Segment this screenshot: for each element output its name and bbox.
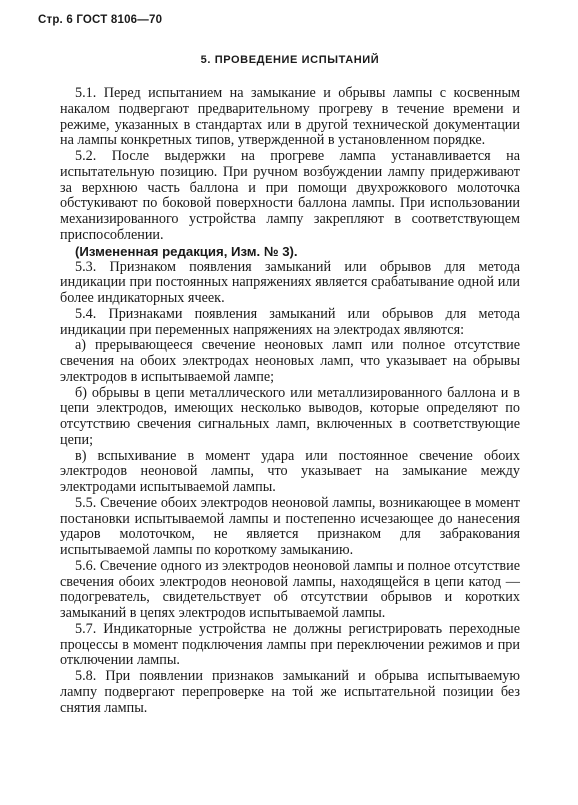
paragraph-5-1: 5.1. Перед испытанием на замыкание и обрывы лампы с косвенным накалом подвергают предварительному прогреву в течение времени и режиме, указанных в стандартах или в другой технической документации на лампы конкретных типов, утвержденной в установленном порядке.: [60, 85, 520, 149]
paragraph-5-5: 5.5. Свечение обоих электродов неоновой лампы, возникающее в момент постановки испытываемой лампы и постепенно исчезающее до нанесения ударов молоточком, не является признаком для забракования испытываемой лампы по короткому замыканию.: [60, 494, 520, 558]
page-header: Стр. 6 ГОСТ 8106—70: [38, 14, 163, 26]
list-item-b: б) обрывы в цепи металлического или металлизированного баллона и в цепи электродов, имеющих несколько выводов, которые определяют по отсутствию свечения сигнальных ламп, включенных в соответствующие цепи;: [60, 384, 520, 448]
list-item-v: в) вспыхивание в момент удара или постоянное свечение обоих электродов неоновой лампы, что указывает на замыкание между электродами испытываемой лампы.: [60, 447, 520, 495]
section-title: 5. ПРОВЕДЕНИЕ ИСПЫТАНИЙ: [200, 54, 380, 66]
paragraph-5-7: 5.7. Индикаторные устройства не должны регистрировать переходные процессы в момент подключения лампы при переключении режимов и при отключении лампы.: [60, 620, 520, 669]
paragraph-5-8: 5.8. При появлении признаков замыканий и обрыва испытываемую лампу подвергают перепроверке на той же испытательной позиции без снятия лампы.: [60, 668, 520, 716]
section-body: [60, 86, 520, 716]
amendment-note: (Измененная редакция, Изм. № 3).: [75, 243, 298, 259]
paragraph-5-3: 5.3. Признаком появления замыканий или обрывов для метода индикации при постоянных напряжениях является срабатывание одной или более индикаторных ячеек.: [60, 258, 520, 306]
paragraph-5-6: 5.6. Свечение одного из электродов неоновой лампы и полное отсутствие свечения обоих электродов неоновой лампы, находящейся в цепи катод — подогреватель, свидетельствует об отсутствии обрывов и коротких замыканий в цепях электродов испытываемой лампы.: [60, 557, 520, 621]
list-item-a: а) прерывающееся свечение неоновых ламп или полное отсутствие свечения на обоих электродах неоновых ламп, что указывает на обрывы электродов в испытываемой лампе;: [60, 337, 520, 385]
paragraph-5-2: 5.2. После выдержки на прогреве лампа устанавливается на испытательную позицию. При ручном возбуждении лампу придерживают за верхнюю часть баллона и при помощи двухрожкового молоточка обстукивают по боковой поверхности баллона лампы. При использовании механизированного устройства лампу закрепляют в соответствующем приспособлении.: [60, 148, 520, 243]
paragraph-5-4: 5.4. Признаками появления замыканий или обрывов для метода индикации при переменных напряжениях на электродах являются:: [60, 305, 520, 338]
